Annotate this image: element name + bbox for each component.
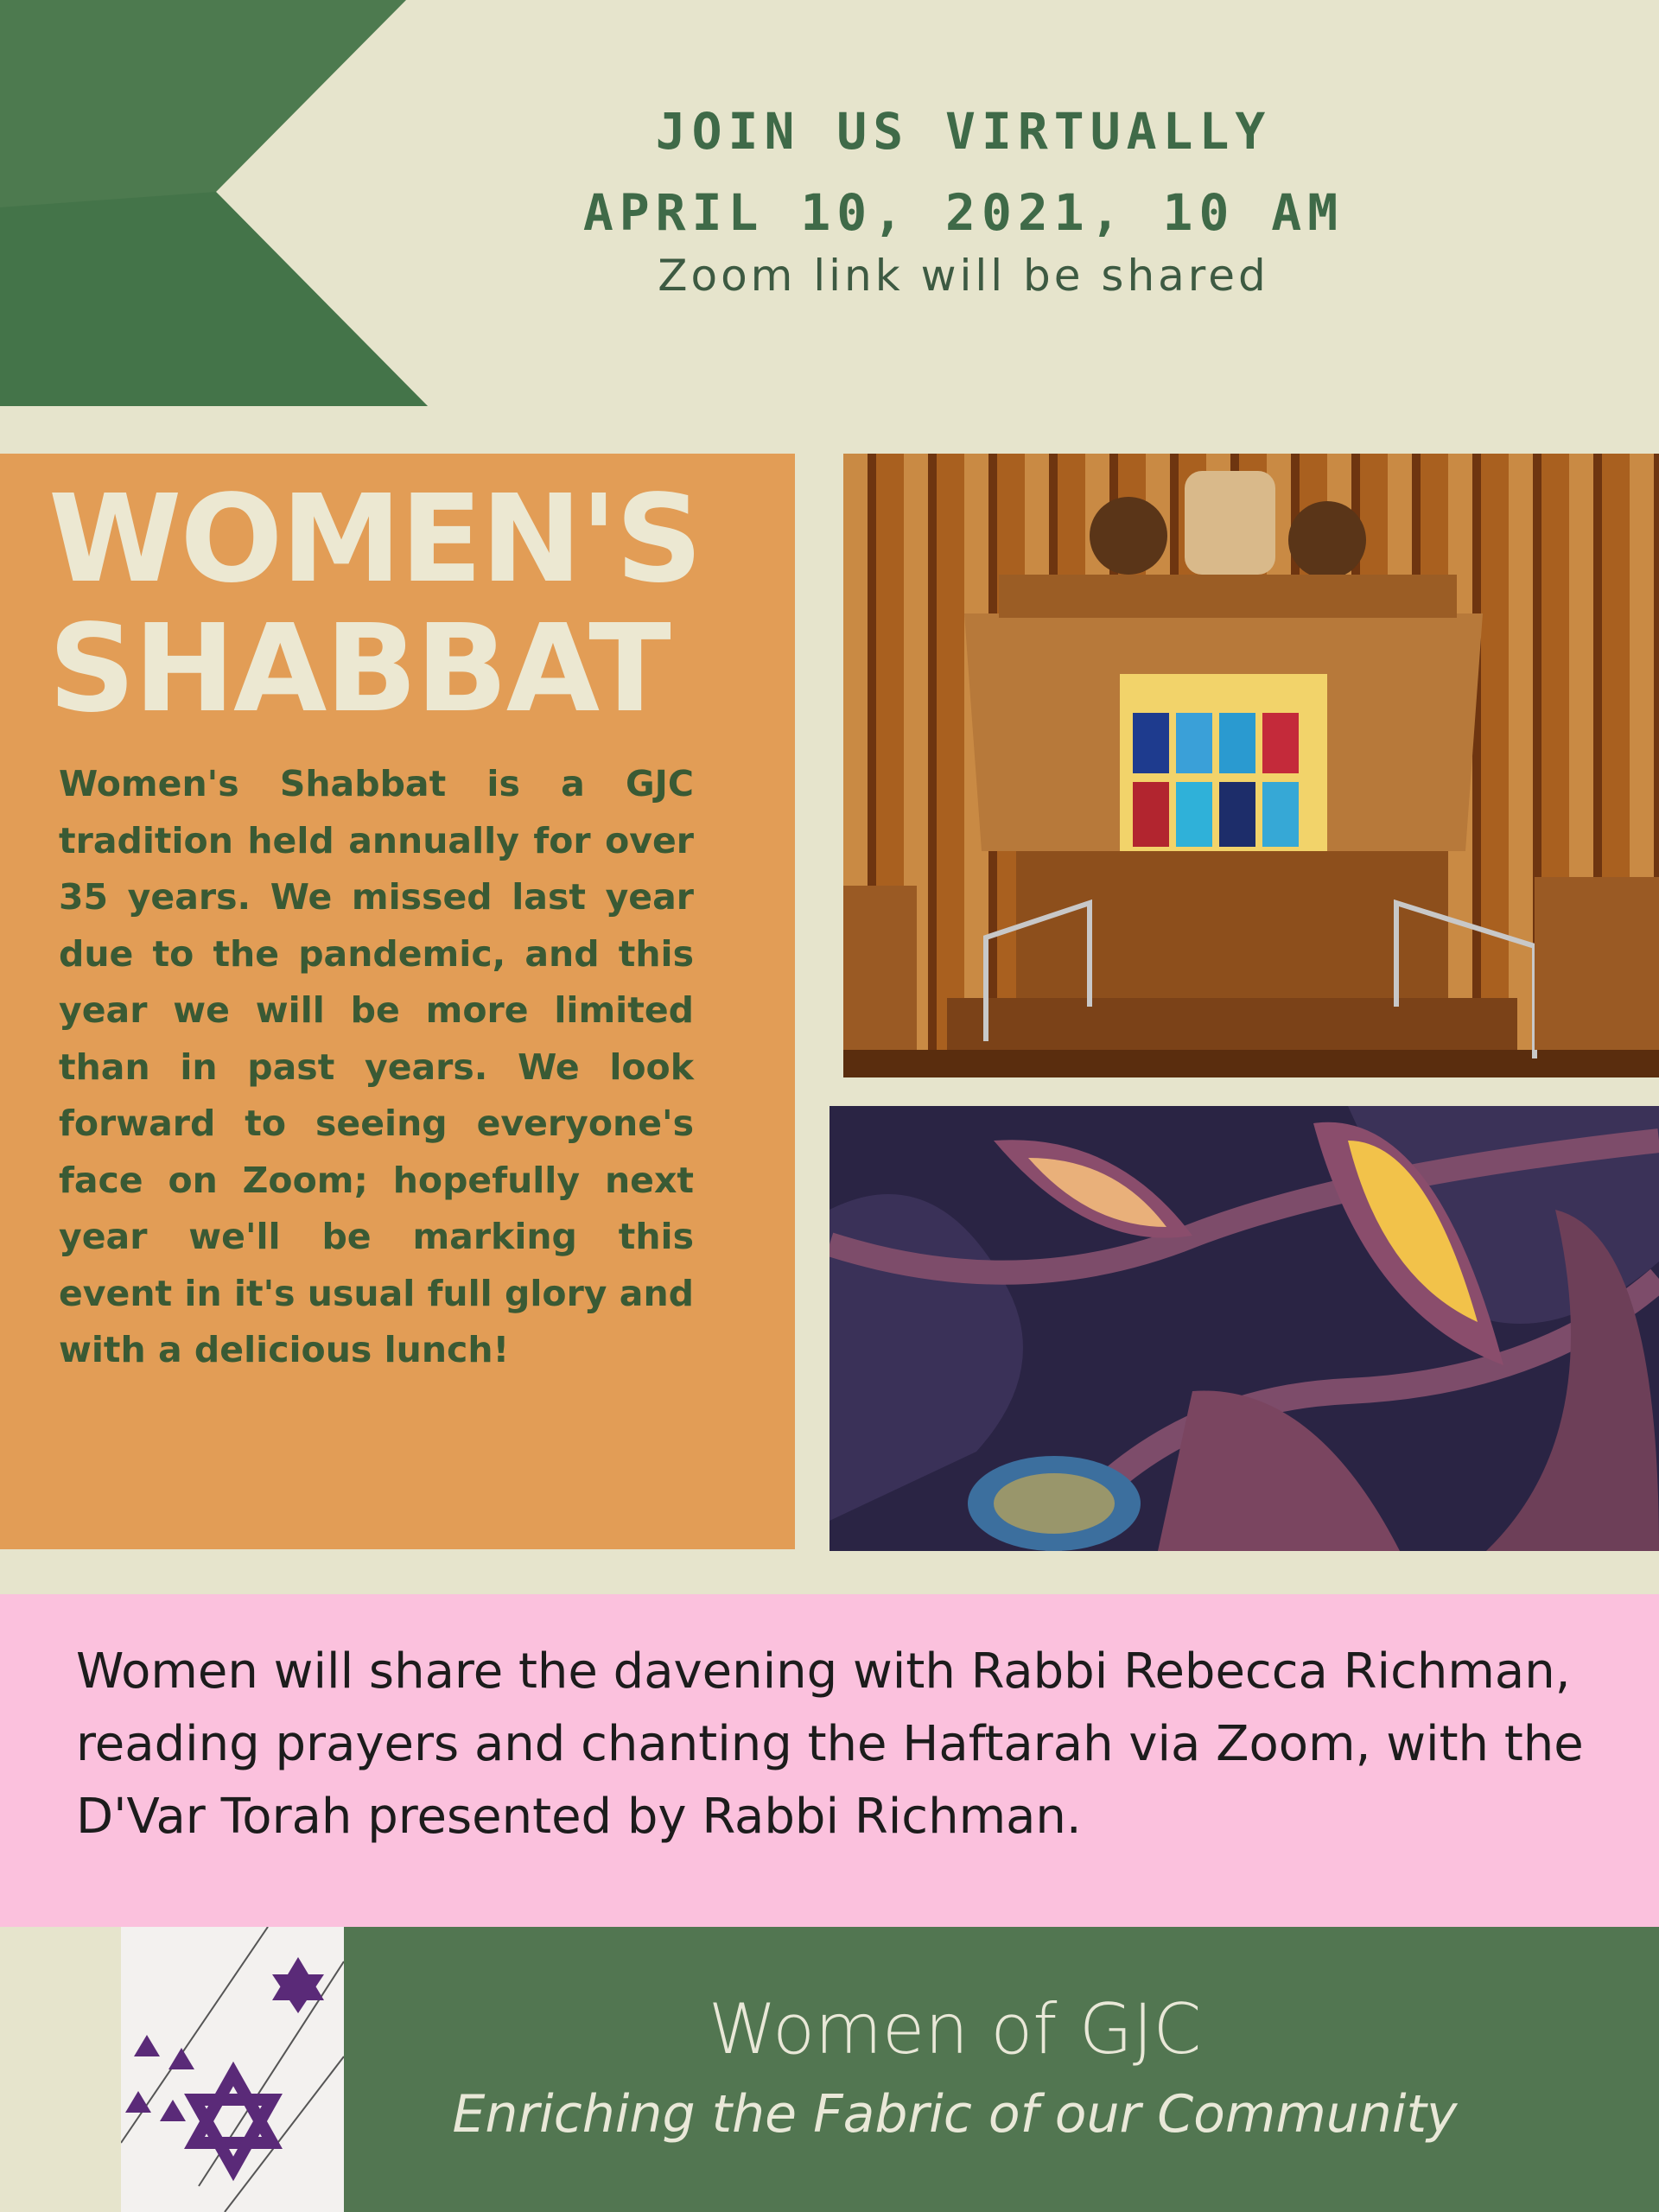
synagogue-ark-photo — [843, 454, 1659, 1077]
event-date-heading: APRIL 10, 2021, 10 AM — [582, 183, 1344, 242]
event-title-line1: WOMEN'S — [48, 469, 702, 610]
service-details: Women will share the davening with Rabbi Rebecca Richman, reading prayers and chanting the Haftarah via Zoom, with the D'Var Torah presented by Rabbi Richman. — [76, 1643, 1584, 1845]
footer-left-stripe — [0, 1927, 121, 2212]
star-of-david-fabric-icon — [121, 1927, 344, 2212]
join-us-heading: JOIN US VIRTUALLY — [655, 102, 1272, 161]
organization-name: Women of GJC — [708, 1989, 1202, 2069]
event-title-line2: SHABBAT — [48, 599, 670, 740]
organization-tagline: Enriching the Fabric of our Community — [452, 2084, 1458, 2145]
quilt-fabric-photo — [830, 1106, 1659, 1551]
event-description: Women's Shabbat is a GJC tradition held annually for over 35 years. We missed last year due to the pandemic, and this year we will be more limited than in past years. We look forward to seeing everyone's face on Zoom; hopefully next year we'll be marking this event in it's usual full glory and with a delicious lunch! — [59, 763, 694, 1370]
zoom-note: Zoom link will be shared — [658, 251, 1269, 301]
green-flag-decoration — [0, 0, 428, 406]
